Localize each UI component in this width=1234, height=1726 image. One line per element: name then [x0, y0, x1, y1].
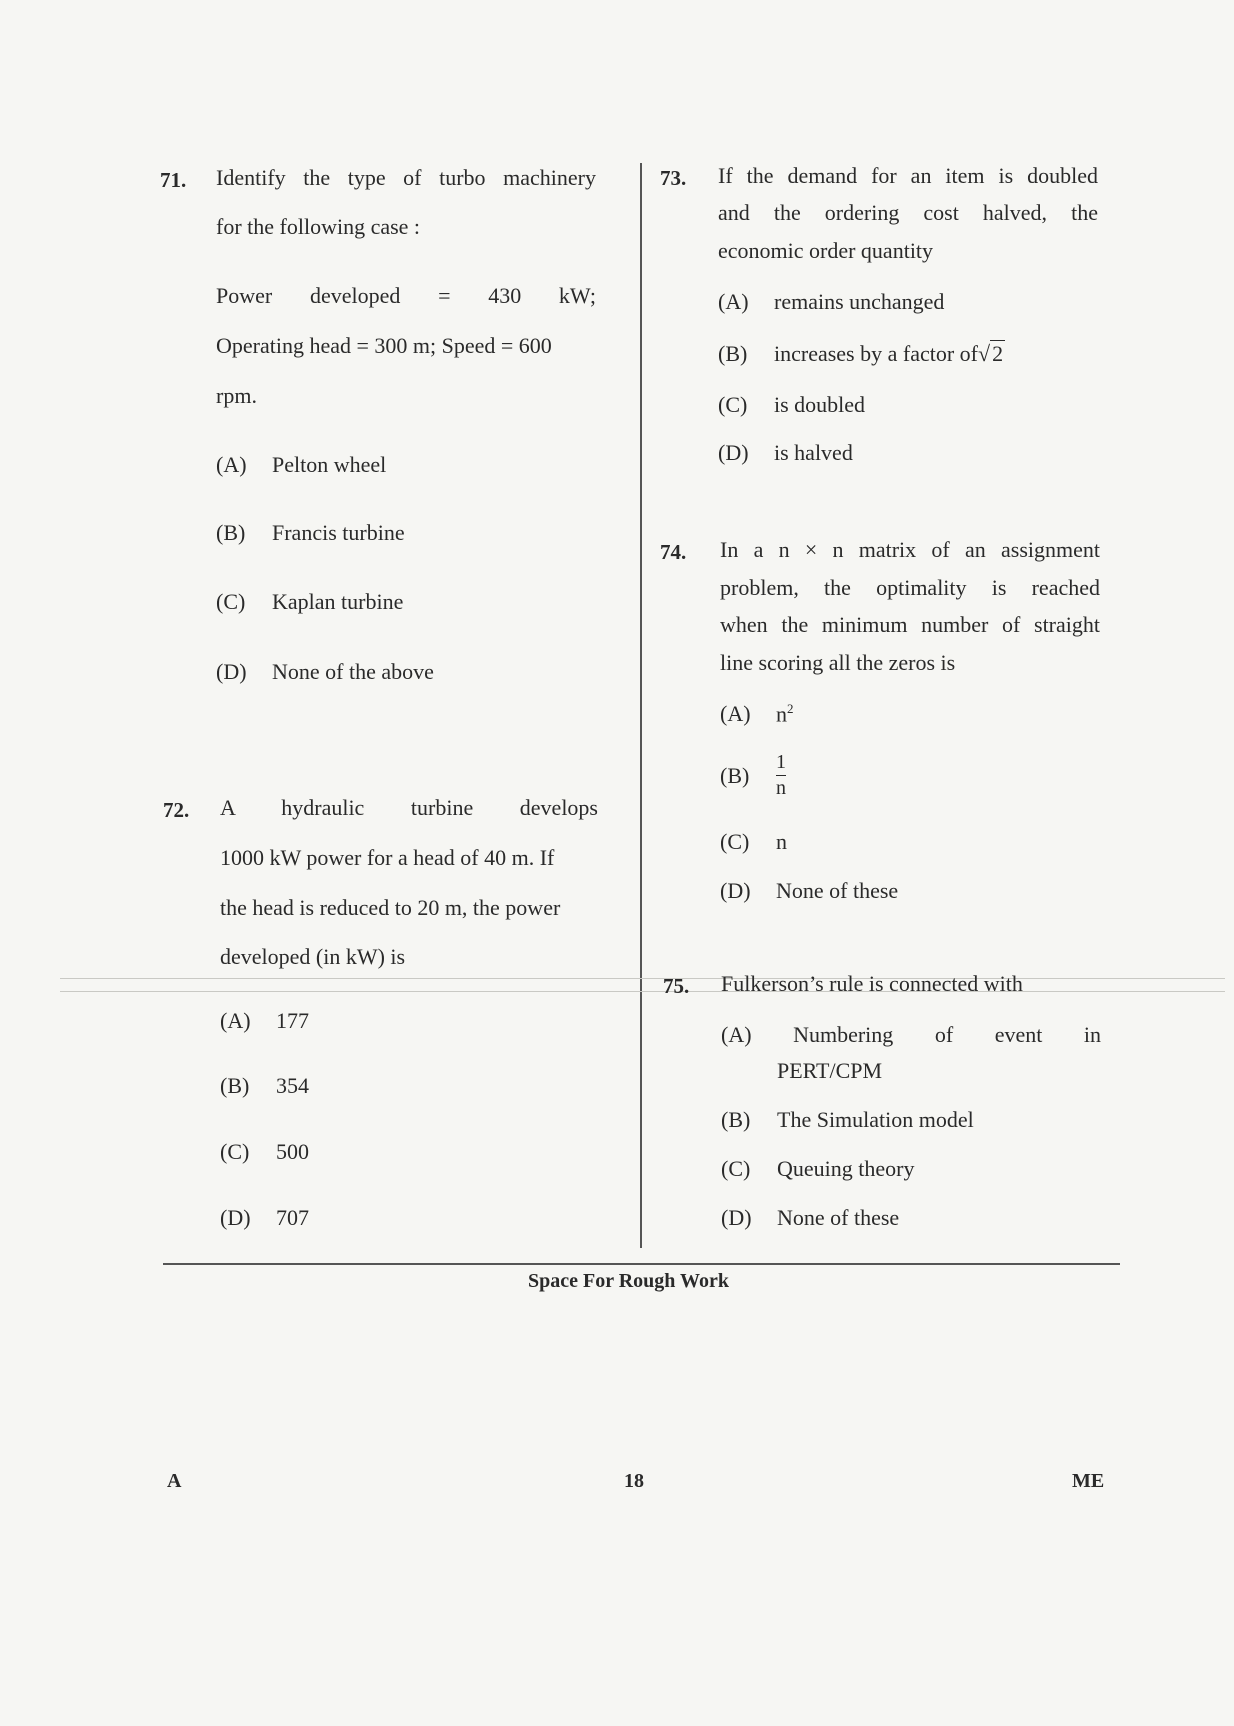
option-c[interactable]: (C) Queuing theory — [721, 1156, 915, 1181]
question-text: economic order quantity — [718, 238, 934, 263]
question-text: A hydraulic turbine develops — [220, 795, 598, 820]
option-c[interactable]: (C) 500 — [220, 1139, 309, 1164]
option-b[interactable]: $(B) \frac{1}{n}$ — [720, 751, 786, 799]
option-b[interactable]: (B) Francis turbine — [216, 520, 405, 545]
option-a-continued: PERT/CPM — [777, 1058, 883, 1083]
rough-work-divider — [163, 1263, 1120, 1265]
question-text: Power developed = 430 kW; — [216, 283, 596, 308]
question-text: when the minimum number of straight — [720, 612, 1100, 637]
option-d[interactable]: (D) None of the above — [216, 659, 434, 684]
option-c[interactable]: (C) is doubled — [718, 392, 866, 417]
question-text: line scoring all the zeros is — [720, 650, 956, 675]
question-number: 74. — [660, 540, 687, 564]
option-a[interactable]: (A) remains unchanged — [718, 289, 945, 314]
option-c[interactable]: (C) n — [720, 829, 787, 854]
question-text: Fulkerson’s rule is connected with — [721, 971, 1023, 996]
question-text: the head is reduced to 20 m, the power — [220, 895, 561, 920]
option-c[interactable]: (C) Kaplan turbine — [216, 589, 404, 614]
option-b[interactable]: (B) 354 — [220, 1073, 309, 1098]
option-a[interactable]: (A) Numbering of event in — [721, 1022, 1101, 1047]
question-text: problem, the optimality is reached — [720, 575, 1100, 600]
option-b[interactable]: (B) increases by a factor of√2 — [718, 341, 1004, 366]
question-text: Identify the type of turbo machinery — [216, 165, 596, 190]
question-text: rpm. — [216, 383, 257, 408]
footer-subject-code: ME — [1072, 1470, 1105, 1492]
question-text: developed (in kW) is — [220, 944, 406, 969]
question-text: Operating head = 300 m; Speed = 600 — [216, 333, 552, 358]
column-divider — [640, 163, 642, 1248]
question-number: 75. — [663, 974, 690, 998]
question-text: for the following case : — [216, 214, 421, 239]
option-a[interactable]: (A) $n^2$ — [720, 701, 794, 727]
scan-artifact-line — [60, 991, 1225, 992]
option-d[interactable]: (D) is halved — [718, 440, 853, 465]
question-number: 72. — [163, 798, 190, 822]
question-text: and the ordering cost halved, the — [718, 200, 1098, 225]
rough-work-label: Space For Rough Work — [528, 1270, 729, 1292]
page-number: 18 — [624, 1470, 644, 1492]
option-d[interactable]: (D) None of these — [721, 1205, 900, 1230]
footer-series: A — [167, 1470, 182, 1492]
question-text: If the demand for an item is doubled — [718, 163, 1098, 188]
option-b[interactable]: (B) The Simulation model — [721, 1107, 974, 1132]
option-a[interactable]: (A) 177 — [220, 1008, 309, 1033]
question-text: In a n × n matrix of an assignment — [720, 537, 1100, 562]
question-text: 1000 kW power for a head of 40 m. If — [220, 845, 555, 870]
square-root: √2 — [978, 341, 1004, 366]
fraction: $\frac{1}{n}$ — [776, 751, 786, 799]
option-d[interactable]: (D) 707 — [220, 1205, 309, 1230]
question-number: 73. — [660, 166, 687, 190]
scan-artifact-line — [60, 978, 1225, 979]
question-number: 71. — [160, 168, 187, 192]
option-d[interactable]: (D) None of these — [720, 878, 899, 903]
option-a[interactable]: (A) Pelton wheel — [216, 452, 387, 477]
